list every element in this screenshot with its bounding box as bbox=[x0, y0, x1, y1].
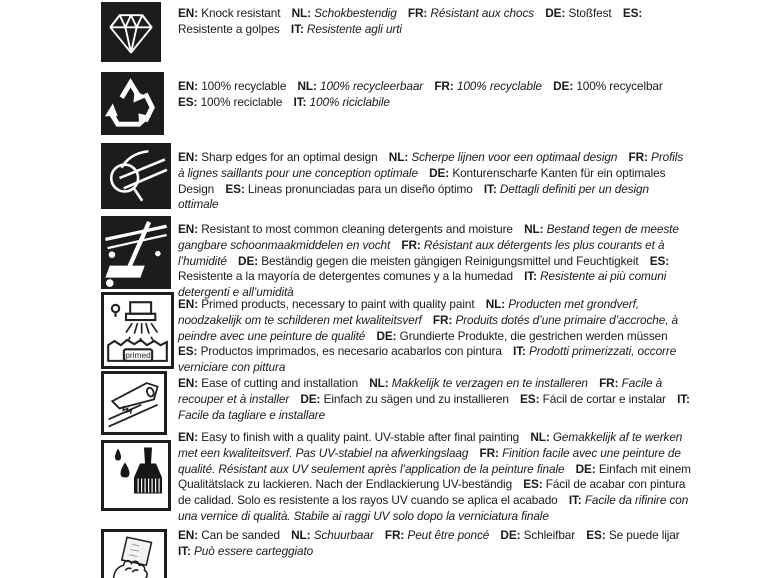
lang-label: EN: bbox=[178, 150, 199, 164]
lang-label: DE: bbox=[545, 6, 566, 20]
lang-segment-en bbox=[178, 430, 519, 444]
lang-text: Beständig gegen die meisten gängigen Reinigungsmittel und Feuchtigkeit bbox=[261, 253, 639, 268]
lang-label: IT: bbox=[178, 543, 191, 558]
lang-label: ES: bbox=[586, 528, 606, 542]
lang-segment-fr bbox=[385, 528, 489, 542]
lang-segment-en bbox=[178, 6, 280, 20]
feature-text bbox=[178, 79, 692, 111]
lang-label: IT: bbox=[568, 493, 582, 508]
lang-label: NL: bbox=[291, 6, 311, 20]
lang-text: Schuurbaar bbox=[313, 528, 374, 542]
lang-label: IT: bbox=[290, 21, 304, 36]
lang-segment-de bbox=[376, 329, 667, 343]
lang-segment-nl bbox=[297, 79, 423, 93]
feature-text bbox=[178, 297, 692, 376]
lang-segment-es bbox=[225, 182, 472, 196]
lang-segment-es bbox=[586, 528, 679, 542]
lang-label: FR: bbox=[434, 79, 454, 93]
lang-text: Se puede lijar bbox=[608, 528, 680, 542]
lang-label: EN: bbox=[178, 528, 199, 542]
lang-label: DE: bbox=[238, 253, 259, 268]
lang-text: 100% riciclabile bbox=[309, 94, 390, 109]
lang-label: FR: bbox=[432, 312, 453, 327]
lang-text: Résistant aux chocs bbox=[430, 6, 535, 20]
cleaning-mop-icon bbox=[101, 216, 171, 289]
lang-text: 100% recycelbar bbox=[576, 79, 663, 93]
lang-segment-nl bbox=[292, 6, 397, 20]
lang-text: Resistente ai più comuni detergenti e all’umidità bbox=[178, 269, 667, 300]
primer-spray-icon bbox=[101, 292, 174, 369]
lang-label: FR: bbox=[628, 150, 648, 164]
lang-text: Fácil de cortar e instalar bbox=[542, 391, 666, 406]
lang-text: Prodotti primerizzati, occorre verniciare con pittura bbox=[178, 344, 677, 375]
lang-text: Profils à lignes saillants pour une conception optimale bbox=[178, 150, 684, 180]
feature-text bbox=[178, 6, 692, 38]
lang-text: Bestand tegen de meeste gangbare schoonmaakmiddelen en vocht bbox=[178, 222, 679, 252]
lang-text: Productos imprimados, es necesario acabarlos con pintura bbox=[200, 344, 502, 359]
lang-text: Easy to finish with a quality paint. UV-stable after final painting bbox=[201, 430, 520, 444]
lang-label: DE: bbox=[429, 165, 450, 180]
lang-segment-nl bbox=[291, 528, 374, 542]
feature-text bbox=[178, 528, 692, 560]
lang-text: 100% recycleerbaar bbox=[320, 79, 424, 93]
lang-label: ES: bbox=[178, 94, 198, 109]
lang-label: IT: bbox=[677, 391, 690, 406]
feature-text bbox=[178, 376, 692, 423]
lang-text: Makkelijk te verzagen en te installeren bbox=[391, 376, 588, 390]
lang-label: IT: bbox=[293, 94, 307, 109]
lang-segment-es bbox=[178, 344, 502, 358]
lang-text: Peut être poncé bbox=[407, 528, 490, 542]
lang-label: FR: bbox=[479, 445, 499, 460]
lang-label: NL: bbox=[369, 376, 389, 390]
lang-segment-it bbox=[178, 544, 313, 558]
lang-segment-fr bbox=[408, 6, 534, 20]
lang-segment-en bbox=[178, 222, 513, 236]
lang-label: FR: bbox=[599, 376, 619, 390]
feature-text bbox=[178, 430, 692, 525]
lang-label: IT: bbox=[524, 269, 537, 284]
lang-text: Sharp edges for an optimal design bbox=[201, 150, 378, 164]
lang-label: IT: bbox=[513, 344, 526, 359]
lang-text: Finition facile avec une peinture de qualité. Résistant aux UV seulement après l’application de la peinture finale bbox=[178, 445, 681, 476]
lang-text: Produits dotés d’une primaire d’accroche, à peindre avec une peinture de qualité bbox=[178, 312, 679, 343]
lang-text: 100% reciclable bbox=[200, 94, 283, 109]
lang-text: Resistente agli urti bbox=[306, 21, 402, 36]
paint-brush-icon bbox=[101, 440, 171, 511]
lang-text: Dettagli definiti per un design ottimale bbox=[178, 181, 649, 212]
lang-text: Scherpe lijnen voor een optimaal design bbox=[411, 150, 618, 164]
lang-label: DE: bbox=[553, 79, 574, 93]
lang-label: EN: bbox=[178, 6, 199, 20]
lang-text: 100% recyclable bbox=[201, 79, 287, 93]
feature-text bbox=[178, 222, 692, 301]
lang-segment-fr bbox=[434, 79, 542, 93]
lang-text: 100% recyclable bbox=[456, 79, 542, 93]
lang-label: ES: bbox=[523, 477, 543, 492]
lang-text: Schokbestendig bbox=[314, 6, 397, 20]
lang-text: Résistant aux détergents les plus courants et à l’humidité bbox=[178, 237, 665, 268]
lang-label: ES: bbox=[225, 181, 245, 196]
lang-segment-en bbox=[178, 150, 378, 164]
lang-segment-en bbox=[178, 297, 475, 311]
lang-label: EN: bbox=[178, 430, 199, 444]
lang-label: ES: bbox=[178, 344, 198, 359]
lang-label: FR: bbox=[384, 528, 405, 542]
lang-label: EN: bbox=[178, 79, 199, 93]
sanding-hand-icon bbox=[101, 529, 167, 578]
sharp-edges-icon bbox=[101, 143, 171, 209]
lang-segment-nl bbox=[389, 150, 618, 164]
lang-text: Primed products, necessary to paint with quality paint bbox=[201, 297, 475, 311]
lang-segment-es bbox=[520, 392, 666, 406]
primed-label: primed bbox=[125, 350, 151, 361]
lang-text: Ease of cutting and installation bbox=[201, 376, 359, 390]
lang-text: Lineas pronunciadas para un diseño óptimo bbox=[247, 181, 473, 196]
lang-text: Stoßfest bbox=[568, 6, 612, 20]
lang-label: NL: bbox=[530, 430, 550, 444]
lang-text: Grundierte Produkte, die gestrichen werden müssen bbox=[399, 328, 668, 343]
lang-label: EN: bbox=[178, 376, 199, 390]
lang-segment-nl bbox=[369, 376, 588, 390]
lang-text: Facile da rifinire con una vernice di qualità. Stabile ai raggi UV solo dopo la verniciatura finale bbox=[178, 493, 689, 523]
lang-segment-de bbox=[300, 392, 509, 406]
lang-label: ES: bbox=[649, 253, 670, 268]
lang-segment-en bbox=[178, 528, 280, 542]
lang-text: Facile à recouper et à installer bbox=[178, 376, 663, 406]
lang-label: DE: bbox=[575, 461, 596, 476]
lang-label: NL: bbox=[297, 79, 317, 93]
lang-text: Resistant to most common cleaning detergents and moisture bbox=[201, 222, 513, 236]
lang-segment-de bbox=[238, 254, 639, 268]
lang-text: Can be sanded bbox=[201, 528, 280, 542]
lang-text: Resistente a golpes bbox=[178, 21, 280, 36]
lang-text: Einfach zu sägen und zu installieren bbox=[323, 391, 509, 406]
lang-text: Knock resistant bbox=[201, 6, 281, 20]
lang-segment-de bbox=[500, 528, 575, 542]
lang-label: FR: bbox=[407, 6, 428, 20]
lang-label: NL: bbox=[485, 297, 506, 311]
feature-text bbox=[178, 150, 692, 213]
lang-text: Konturenscharfe Kanten für ein optimales Design bbox=[178, 165, 666, 196]
recycle-icon bbox=[101, 72, 164, 135]
lang-label: EN: bbox=[178, 222, 199, 236]
lang-segment-de bbox=[545, 6, 611, 20]
lang-label: ES: bbox=[520, 391, 540, 406]
saw-cutting-icon bbox=[101, 371, 167, 435]
lang-text: Schleifbar bbox=[523, 528, 576, 542]
lang-label: IT: bbox=[483, 181, 497, 196]
lang-text: Può essere carteggiato bbox=[194, 543, 314, 558]
lang-segment-it bbox=[294, 95, 390, 109]
lang-text: Einfach mit einem Qualitätslack zu lackieren. Nach der Endlackierung UV-beständig bbox=[178, 461, 691, 492]
lang-text: Facile da tagliare e installare bbox=[178, 407, 326, 422]
lang-label: ES: bbox=[622, 6, 643, 20]
lang-segment-es bbox=[178, 95, 282, 109]
lang-label: DE: bbox=[376, 328, 397, 343]
lang-text: Gemakkelijk af te werken met een kwaliteitsverf. Pas UV-stabiel na afwerkingslaag bbox=[178, 430, 683, 460]
lang-segment-it bbox=[291, 22, 402, 36]
lang-segment-de bbox=[553, 79, 663, 93]
lang-label: DE: bbox=[300, 391, 321, 406]
lang-label: NL: bbox=[388, 150, 409, 164]
lang-label: NL: bbox=[524, 222, 544, 236]
lang-label: EN: bbox=[178, 297, 199, 311]
lang-text: Producten met grondverf, noodzakelijk om te schilderen met kwaliteitsverf bbox=[178, 297, 639, 327]
lang-text: Fácil de acabar con pintura de calidad. Solo es resistente a los rayos UV cuando se aplica el acabado bbox=[178, 477, 686, 508]
lang-segment-en bbox=[178, 376, 358, 390]
lang-segment-en bbox=[178, 79, 286, 93]
diamond-icon bbox=[101, 2, 161, 62]
lang-label: FR: bbox=[401, 237, 421, 252]
lang-label: NL: bbox=[291, 528, 311, 542]
lang-label: DE: bbox=[500, 528, 521, 542]
lang-text: Resistente a la mayoría de detergentes comunes y a la humedad bbox=[178, 269, 513, 284]
